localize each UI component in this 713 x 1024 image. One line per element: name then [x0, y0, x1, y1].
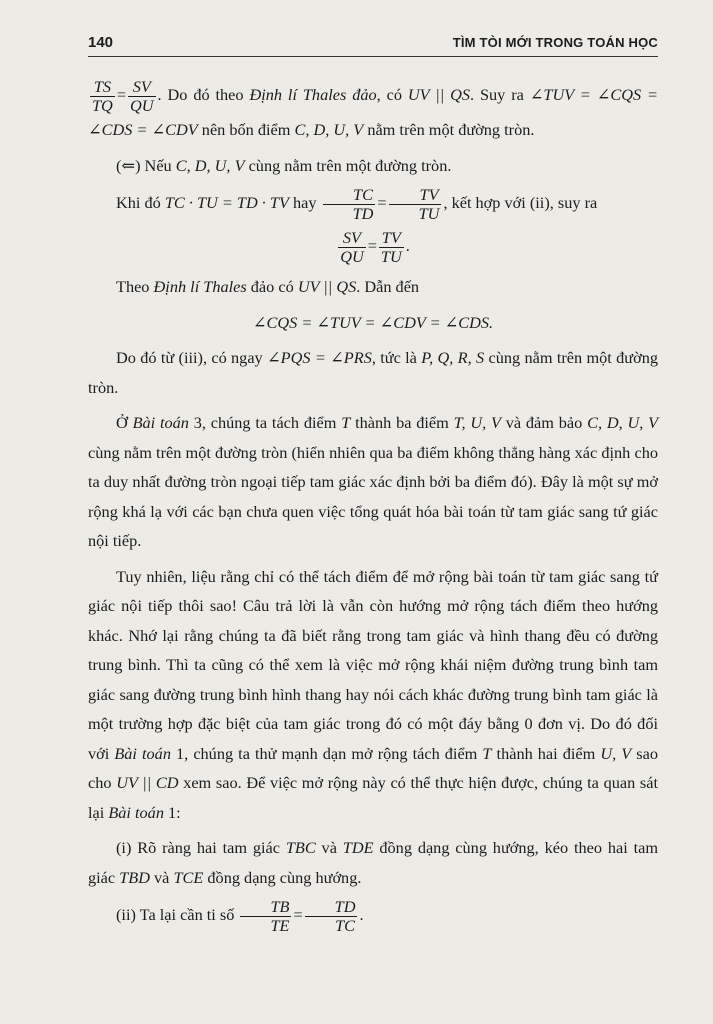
fraction-tv-tu-2: $\frac{TV}{TU}$	[380, 228, 402, 266]
paragraph-7: Tuy nhiên, liệu rằng chỉ có thể tách điểm để mở rộng bài toán từ tam giác sang tứ giác nội tiếp thôi sao! Câu trả lời là vẫn còn hướng mở rộng tách điểm theo hướng khác. Nhớ lại rằng chúng ta đã biết rằng trong tam giác và hình thang đều có đường trung bình. Thì ta cũng có thể xem là việc mở rộng khái niệm đường trung bình tam giác sang đường trung bình hình thang hay nói cách khác đường trung bình tam giác là một trường hợp đặc biệt của tam giác trong đó có một đáy bằng 0 đơn vị. Do đó đối với Bài toán 1, chúng ta thử mạnh dạn mở rộng tách điểm T thành hai điểm U, V sao cho UV || CD xem sao. Để việc mở rộng này có thể thực hiện được, chúng ta quan sát lại Bài toán 1:	[88, 566, 658, 822]
fraction-tc-td: $\frac{TC}{TD}$	[323, 186, 376, 223]
fraction-tv-tu: $\frac{TV}{TU}$	[389, 186, 442, 223]
fraction-sv-qu-2: $\frac{SV}{QU}$	[340, 228, 364, 266]
book-title: TÌM TÒI MỚI TRONG TOÁN HỌC	[452, 35, 658, 50]
paragraph-5: Do đó từ (iii), có ngay ∠PQS = ∠PRS, tức là P, Q, R, S cùng nằm trên một đường tròn.	[88, 348, 658, 397]
paragraph-9: (ii) Ta lại cần ti số $\frac{TB}{TE}$ = $\frac{TD}{TC}$ .	[116, 897, 364, 935]
page-content	[88, 78, 658, 941]
paragraph-3: Khi đó TC · TU = TD · TV hay $\frac{TC}{TD}$ = $\frac{TV}{TU}$ , kết hợp với (ii), suy ra	[116, 185, 598, 223]
fraction-td-tc: $\frac{TD}{TC}$	[305, 898, 358, 935]
equation-2: ∠CQS = ∠TUV = ∠CDV = ∠CDS.	[252, 312, 494, 332]
fraction-tb-te: $\frac{TB}{TE}$	[240, 898, 291, 935]
page-number: 140	[88, 34, 114, 51]
equation-1: $\frac{SV}{QU}$ = $\frac{TV}{TU}$ .	[340, 228, 410, 266]
paragraph-6: Ở Bài toán 3, chúng ta tách điểm T thành ba điểm T, U, V và đảm bảo C, D, U, V cùng nằm trên một đường tròn (hiển nhiên qua ba điểm không thẳng hàng xác định cho ta duy nhất đường tròn ngoại tiếp tam giác xác định bởi ba điểm đó). Đây là một sự mở rộng khá lạ với các bạn chưa quen việc tổng quát hóa bài toán từ tam giác sang tứ giác nội tiếp.	[88, 413, 659, 550]
fraction-sv-qu: $\frac{SV}{QU}$	[130, 77, 154, 115]
paragraph-8: (i) Rõ ràng hai tam giác TBC và TDE đồng dạng cùng hướng, kéo theo hai tam giác TBD và TCE đồng dạng cùng hướng.	[88, 838, 658, 887]
page-header	[88, 30, 658, 57]
paragraph-1: $\frac{TS}{TQ}$ = $\frac{SV}{QU}$ . Do đó theo Định lí Thales đảo, có UV || QS. Suy ra ∠TUV = ∠CQS = ∠CDS = ∠CDV nên bốn điểm C, D, U, V nằm trên một đường tròn.	[88, 77, 658, 139]
fraction-ts-tq: $\frac{TS}{TQ}$	[92, 77, 113, 115]
paragraph-4: Theo Định lí Thales đảo có UV || QS. Dẫn đến	[116, 277, 420, 296]
paragraph-2: (⇐) Nếu C, D, U, V cùng nằm trên một đường tròn.	[116, 155, 452, 175]
